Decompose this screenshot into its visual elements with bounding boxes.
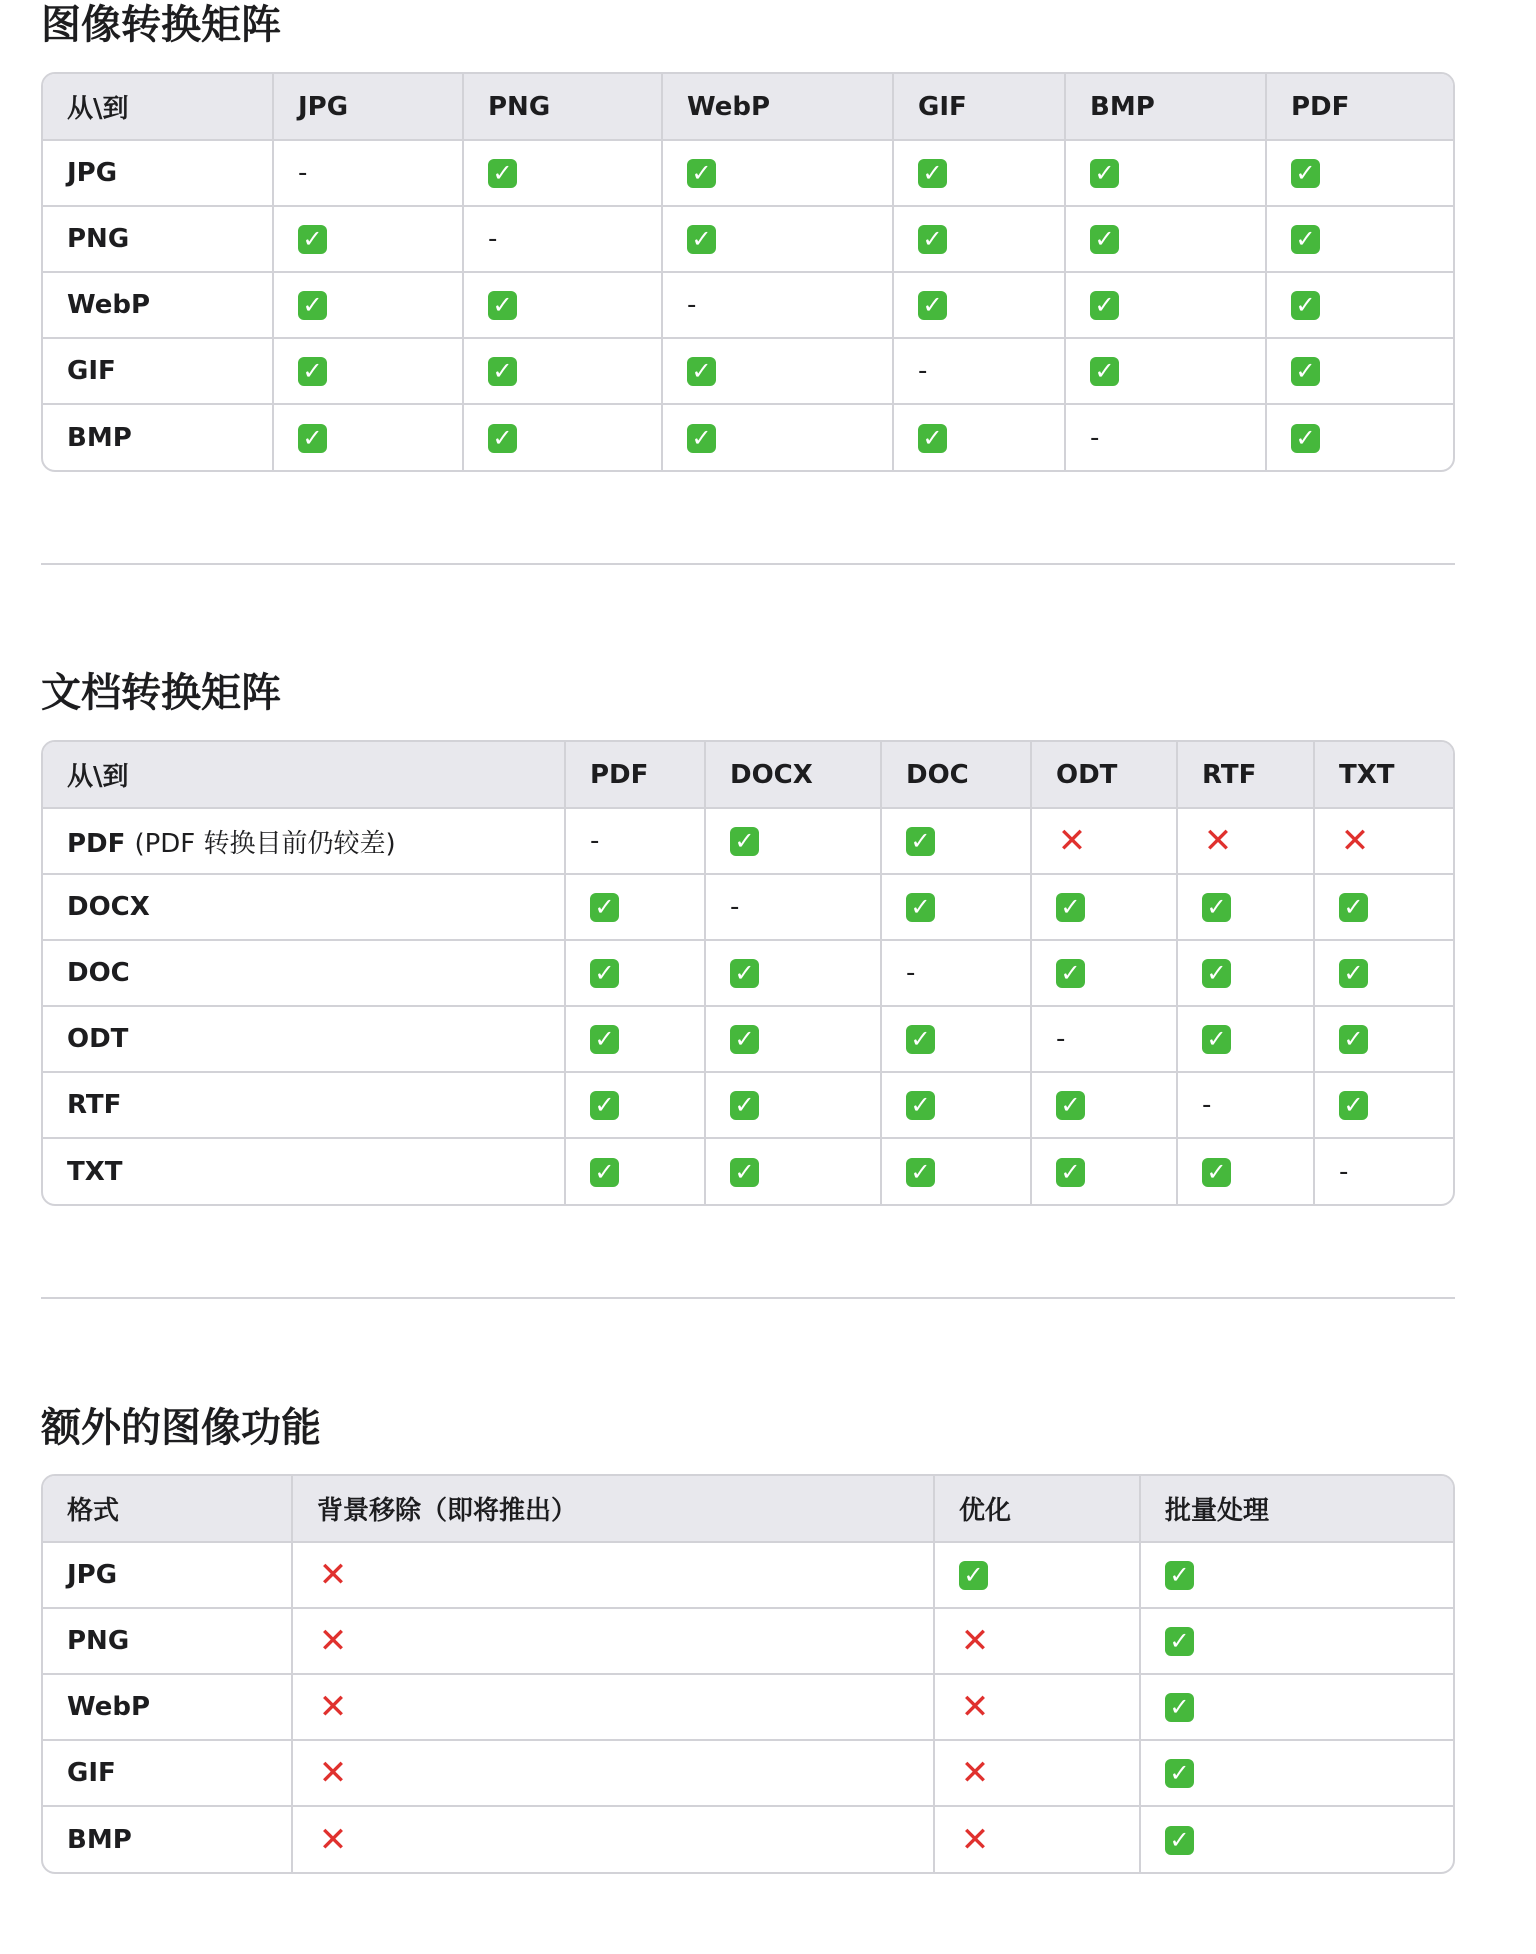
check-mark-icon: ✓ bbox=[590, 1025, 619, 1054]
check-mark-icon: ✓ bbox=[1165, 1627, 1194, 1656]
table-cell bbox=[881, 808, 1031, 874]
table-cell bbox=[273, 404, 463, 470]
column-header: TXT bbox=[1314, 742, 1455, 808]
table-cell bbox=[463, 206, 662, 272]
table-cell bbox=[1177, 808, 1314, 874]
not-applicable-dash: - bbox=[488, 224, 498, 254]
check-mark-icon: ✓ bbox=[1165, 1826, 1194, 1855]
row-label-text: BMP bbox=[67, 1824, 132, 1855]
table-cell bbox=[1140, 1608, 1455, 1674]
not-applicable-dash: - bbox=[590, 826, 600, 856]
check-mark-icon: ✓ bbox=[298, 225, 327, 254]
row-label bbox=[43, 1072, 565, 1138]
check-mark-icon: ✓ bbox=[1291, 291, 1320, 320]
table-cell bbox=[1177, 1138, 1314, 1204]
row-label-text: JPG bbox=[67, 1560, 118, 1590]
cross-mark-icon: ✕ bbox=[960, 1687, 990, 1727]
table-cell bbox=[662, 404, 893, 470]
table-row bbox=[43, 1740, 1455, 1806]
table-cell bbox=[292, 1674, 934, 1740]
check-mark-icon: ✓ bbox=[298, 357, 327, 386]
table-cell bbox=[1177, 940, 1314, 1006]
row-label bbox=[43, 1740, 292, 1806]
check-mark-icon: ✓ bbox=[298, 424, 327, 453]
check-mark-icon: ✓ bbox=[1339, 1025, 1368, 1054]
row-label-text: WebP bbox=[67, 1692, 151, 1722]
table-cell bbox=[292, 1542, 934, 1608]
column-header: PDF bbox=[1266, 74, 1455, 140]
check-mark-icon: ✓ bbox=[488, 357, 517, 386]
column-header: 格式 bbox=[43, 1476, 292, 1542]
column-header: ODT bbox=[1031, 742, 1177, 808]
table-cell bbox=[662, 272, 893, 338]
table-cell bbox=[463, 338, 662, 404]
cross-mark-icon: ✕ bbox=[318, 1687, 348, 1727]
table-cell bbox=[705, 874, 881, 940]
table-cell bbox=[1140, 1542, 1455, 1608]
table-cell bbox=[705, 1072, 881, 1138]
table-cell bbox=[1140, 1674, 1455, 1740]
check-mark-icon: ✓ bbox=[906, 893, 935, 922]
row-label-text: RTF bbox=[67, 1090, 122, 1120]
image-matrix-title: 图像转换矩阵 bbox=[41, 2, 281, 48]
table-cell bbox=[705, 940, 881, 1006]
doc-matrix-title: 文档转换矩阵 bbox=[41, 670, 281, 716]
check-mark-icon: ✓ bbox=[298, 291, 327, 320]
table-cell bbox=[1065, 338, 1266, 404]
check-mark-icon: ✓ bbox=[1090, 357, 1119, 386]
table-cell bbox=[1266, 338, 1455, 404]
row-label-text: JPG bbox=[67, 158, 118, 188]
doc-matrix-body bbox=[43, 808, 1455, 1204]
row-label bbox=[43, 404, 273, 470]
table-row bbox=[43, 140, 1455, 206]
check-mark-icon: ✓ bbox=[488, 424, 517, 453]
not-applicable-dash: - bbox=[1056, 1024, 1066, 1054]
image-matrix-body bbox=[43, 140, 1455, 470]
table-cell bbox=[565, 1006, 705, 1072]
cross-mark-icon: ✕ bbox=[318, 1819, 348, 1860]
not-applicable-dash: - bbox=[730, 892, 740, 922]
table-cell bbox=[292, 1608, 934, 1674]
table-cell bbox=[1177, 1072, 1314, 1138]
row-label bbox=[43, 1608, 292, 1674]
corner-header: 从\到 bbox=[43, 742, 565, 808]
table-row bbox=[43, 404, 1455, 470]
cross-mark-icon: ✕ bbox=[318, 1621, 348, 1661]
not-applicable-dash: - bbox=[1090, 422, 1100, 453]
check-mark-icon: ✓ bbox=[1165, 1759, 1194, 1788]
table-cell bbox=[662, 140, 893, 206]
not-applicable-dash: - bbox=[918, 356, 928, 386]
row-label bbox=[43, 1006, 565, 1072]
row-label bbox=[43, 1542, 292, 1608]
check-mark-icon: ✓ bbox=[1056, 959, 1085, 988]
table-cell bbox=[893, 140, 1065, 206]
table-cell bbox=[1314, 1138, 1455, 1204]
table-cell bbox=[1065, 140, 1266, 206]
table-cell bbox=[705, 1138, 881, 1204]
column-header: BMP bbox=[1065, 74, 1266, 140]
table-row bbox=[43, 1806, 1455, 1872]
check-mark-icon: ✓ bbox=[906, 1158, 935, 1187]
table-row bbox=[43, 1006, 1455, 1072]
table-cell bbox=[273, 338, 463, 404]
table-cell bbox=[934, 1608, 1140, 1674]
check-mark-icon: ✓ bbox=[488, 291, 517, 320]
check-mark-icon: ✓ bbox=[1165, 1693, 1194, 1722]
row-label bbox=[43, 1138, 565, 1204]
table-cell bbox=[1140, 1806, 1455, 1872]
table-cell bbox=[1314, 874, 1455, 940]
table-cell bbox=[893, 404, 1065, 470]
check-mark-icon: ✓ bbox=[730, 1158, 759, 1187]
table-cell bbox=[1314, 1072, 1455, 1138]
check-mark-icon: ✓ bbox=[687, 159, 716, 188]
cross-mark-icon: ✕ bbox=[1340, 821, 1370, 861]
row-label-text: GIF bbox=[67, 1758, 116, 1788]
check-mark-icon: ✓ bbox=[1202, 959, 1231, 988]
table-cell bbox=[292, 1740, 934, 1806]
check-mark-icon: ✓ bbox=[730, 827, 759, 856]
not-applicable-dash: - bbox=[1339, 1156, 1349, 1187]
table-row bbox=[43, 1542, 1455, 1608]
table-cell bbox=[273, 206, 463, 272]
row-label-text: DOCX bbox=[67, 892, 150, 922]
check-mark-icon: ✓ bbox=[1291, 225, 1320, 254]
row-note: (PDF 转换目前仍较差) bbox=[134, 828, 396, 859]
table-cell bbox=[565, 1072, 705, 1138]
table-row bbox=[43, 940, 1455, 1006]
section-divider bbox=[41, 563, 1455, 565]
table-cell bbox=[934, 1740, 1140, 1806]
not-applicable-dash: - bbox=[687, 290, 697, 320]
row-label-text: TXT bbox=[67, 1156, 123, 1187]
check-mark-icon: ✓ bbox=[1056, 1158, 1085, 1187]
column-header: DOCX bbox=[705, 742, 881, 808]
table-cell bbox=[934, 1806, 1140, 1872]
table-row bbox=[43, 1072, 1455, 1138]
cross-mark-icon: ✕ bbox=[960, 1819, 990, 1860]
check-mark-icon: ✓ bbox=[730, 959, 759, 988]
check-mark-icon: ✓ bbox=[1291, 159, 1320, 188]
column-header: DOC bbox=[881, 742, 1031, 808]
column-header: PDF bbox=[565, 742, 705, 808]
table-cell bbox=[881, 1072, 1031, 1138]
not-applicable-dash: - bbox=[906, 958, 916, 988]
table-cell bbox=[1266, 272, 1455, 338]
check-mark-icon: ✓ bbox=[1090, 225, 1119, 254]
table-cell bbox=[273, 272, 463, 338]
check-mark-icon: ✓ bbox=[1165, 1561, 1194, 1590]
table-cell bbox=[1314, 1006, 1455, 1072]
check-mark-icon: ✓ bbox=[1090, 159, 1119, 188]
table-cell bbox=[1266, 140, 1455, 206]
doc-matrix-header-row bbox=[43, 742, 1455, 808]
check-mark-icon: ✓ bbox=[1056, 1091, 1085, 1120]
table-cell bbox=[1065, 404, 1266, 470]
check-mark-icon: ✓ bbox=[918, 159, 947, 188]
check-mark-icon: ✓ bbox=[590, 959, 619, 988]
check-mark-icon: ✓ bbox=[959, 1561, 988, 1590]
check-mark-icon: ✓ bbox=[730, 1025, 759, 1054]
table-cell bbox=[1177, 1006, 1314, 1072]
column-header: WebP bbox=[662, 74, 893, 140]
row-label-text: PDF bbox=[67, 828, 126, 859]
table-cell bbox=[705, 1006, 881, 1072]
check-mark-icon: ✓ bbox=[1090, 291, 1119, 320]
doc-matrix-table bbox=[41, 740, 1455, 1206]
table-cell bbox=[881, 1138, 1031, 1204]
table-row bbox=[43, 808, 1455, 874]
check-mark-icon: ✓ bbox=[1056, 893, 1085, 922]
row-label-text: BMP bbox=[67, 422, 132, 453]
table-cell bbox=[881, 874, 1031, 940]
table-row bbox=[43, 1608, 1455, 1674]
table-cell bbox=[1031, 874, 1177, 940]
table-cell bbox=[1266, 404, 1455, 470]
table-cell bbox=[1266, 206, 1455, 272]
cross-mark-icon: ✕ bbox=[318, 1555, 348, 1595]
table-cell bbox=[1314, 808, 1455, 874]
cross-mark-icon: ✕ bbox=[318, 1753, 348, 1793]
table-cell bbox=[705, 808, 881, 874]
table-cell bbox=[463, 140, 662, 206]
table-row bbox=[43, 338, 1455, 404]
table-row bbox=[43, 206, 1455, 272]
table-row bbox=[43, 874, 1455, 940]
check-mark-icon: ✓ bbox=[906, 827, 935, 856]
check-mark-icon: ✓ bbox=[906, 1025, 935, 1054]
row-label-text: DOC bbox=[67, 958, 130, 988]
table-cell bbox=[893, 272, 1065, 338]
table-cell bbox=[463, 404, 662, 470]
features-body bbox=[43, 1542, 1455, 1872]
check-mark-icon: ✓ bbox=[590, 893, 619, 922]
row-label bbox=[43, 206, 273, 272]
image-matrix-header-row bbox=[43, 74, 1455, 140]
table-cell bbox=[1065, 272, 1266, 338]
row-label-text: PNG bbox=[67, 1626, 130, 1656]
table-cell bbox=[934, 1674, 1140, 1740]
check-mark-icon: ✓ bbox=[918, 225, 947, 254]
features-table bbox=[41, 1474, 1455, 1874]
row-label-text: GIF bbox=[67, 356, 116, 386]
check-mark-icon: ✓ bbox=[1339, 1091, 1368, 1120]
check-mark-icon: ✓ bbox=[1291, 424, 1320, 453]
check-mark-icon: ✓ bbox=[730, 1091, 759, 1120]
table-cell bbox=[1031, 1006, 1177, 1072]
check-mark-icon: ✓ bbox=[687, 357, 716, 386]
check-mark-icon: ✓ bbox=[1202, 1025, 1231, 1054]
image-matrix-table bbox=[41, 72, 1455, 472]
row-label bbox=[43, 140, 273, 206]
table-cell bbox=[565, 940, 705, 1006]
cross-mark-icon: ✕ bbox=[960, 1621, 990, 1661]
features-header-row bbox=[43, 1476, 1455, 1542]
table-cell bbox=[463, 272, 662, 338]
table-cell bbox=[893, 206, 1065, 272]
table-cell bbox=[1314, 940, 1455, 1006]
features-title: 额外的图像功能 bbox=[41, 1405, 321, 1451]
check-mark-icon: ✓ bbox=[590, 1091, 619, 1120]
column-header: JPG bbox=[273, 74, 463, 140]
table-cell bbox=[1031, 1072, 1177, 1138]
table-cell bbox=[881, 1006, 1031, 1072]
table-cell bbox=[565, 1138, 705, 1204]
check-mark-icon: ✓ bbox=[1291, 357, 1320, 386]
table-cell bbox=[1065, 206, 1266, 272]
table-cell bbox=[565, 874, 705, 940]
table-cell bbox=[1031, 1138, 1177, 1204]
cross-mark-icon: ✕ bbox=[960, 1753, 990, 1793]
check-mark-icon: ✓ bbox=[918, 424, 947, 453]
column-header: 背景移除（即将推出） bbox=[292, 1476, 934, 1542]
row-label bbox=[43, 1806, 292, 1872]
check-mark-icon: ✓ bbox=[1202, 1158, 1231, 1187]
table-cell bbox=[1031, 808, 1177, 874]
check-mark-icon: ✓ bbox=[687, 424, 716, 453]
table-cell bbox=[934, 1542, 1140, 1608]
not-applicable-dash: - bbox=[298, 158, 308, 188]
table-cell bbox=[881, 940, 1031, 1006]
table-cell bbox=[893, 338, 1065, 404]
column-header: 批量处理 bbox=[1140, 1476, 1455, 1542]
cross-mark-icon: ✕ bbox=[1057, 821, 1087, 861]
row-label-text: WebP bbox=[67, 290, 151, 320]
table-cell bbox=[565, 808, 705, 874]
check-mark-icon: ✓ bbox=[906, 1091, 935, 1120]
column-header: RTF bbox=[1177, 742, 1314, 808]
row-label bbox=[43, 940, 565, 1006]
check-mark-icon: ✓ bbox=[1339, 959, 1368, 988]
check-mark-icon: ✓ bbox=[687, 225, 716, 254]
row-label bbox=[43, 874, 565, 940]
row-label bbox=[43, 272, 273, 338]
row-label-text: ODT bbox=[67, 1024, 129, 1054]
table-row bbox=[43, 1674, 1455, 1740]
column-header: PNG bbox=[463, 74, 662, 140]
table-cell bbox=[273, 140, 463, 206]
table-cell bbox=[662, 206, 893, 272]
table-row bbox=[43, 272, 1455, 338]
corner-header: 从\到 bbox=[43, 74, 273, 140]
column-header: 优化 bbox=[934, 1476, 1140, 1542]
cross-mark-icon: ✕ bbox=[1203, 821, 1233, 861]
not-applicable-dash: - bbox=[1202, 1090, 1212, 1120]
check-mark-icon: ✓ bbox=[1339, 893, 1368, 922]
row-label bbox=[43, 808, 565, 874]
table-cell bbox=[292, 1806, 934, 1872]
row-label bbox=[43, 338, 273, 404]
section-divider bbox=[41, 1297, 1455, 1299]
table-cell bbox=[662, 338, 893, 404]
row-label bbox=[43, 1674, 292, 1740]
check-mark-icon: ✓ bbox=[1202, 893, 1231, 922]
table-cell bbox=[1140, 1740, 1455, 1806]
row-label-text: PNG bbox=[67, 224, 130, 254]
check-mark-icon: ✓ bbox=[590, 1158, 619, 1187]
table-cell bbox=[1031, 940, 1177, 1006]
table-row bbox=[43, 1138, 1455, 1204]
column-header: GIF bbox=[893, 74, 1065, 140]
table-cell bbox=[1177, 874, 1314, 940]
check-mark-icon: ✓ bbox=[488, 159, 517, 188]
check-mark-icon: ✓ bbox=[918, 291, 947, 320]
